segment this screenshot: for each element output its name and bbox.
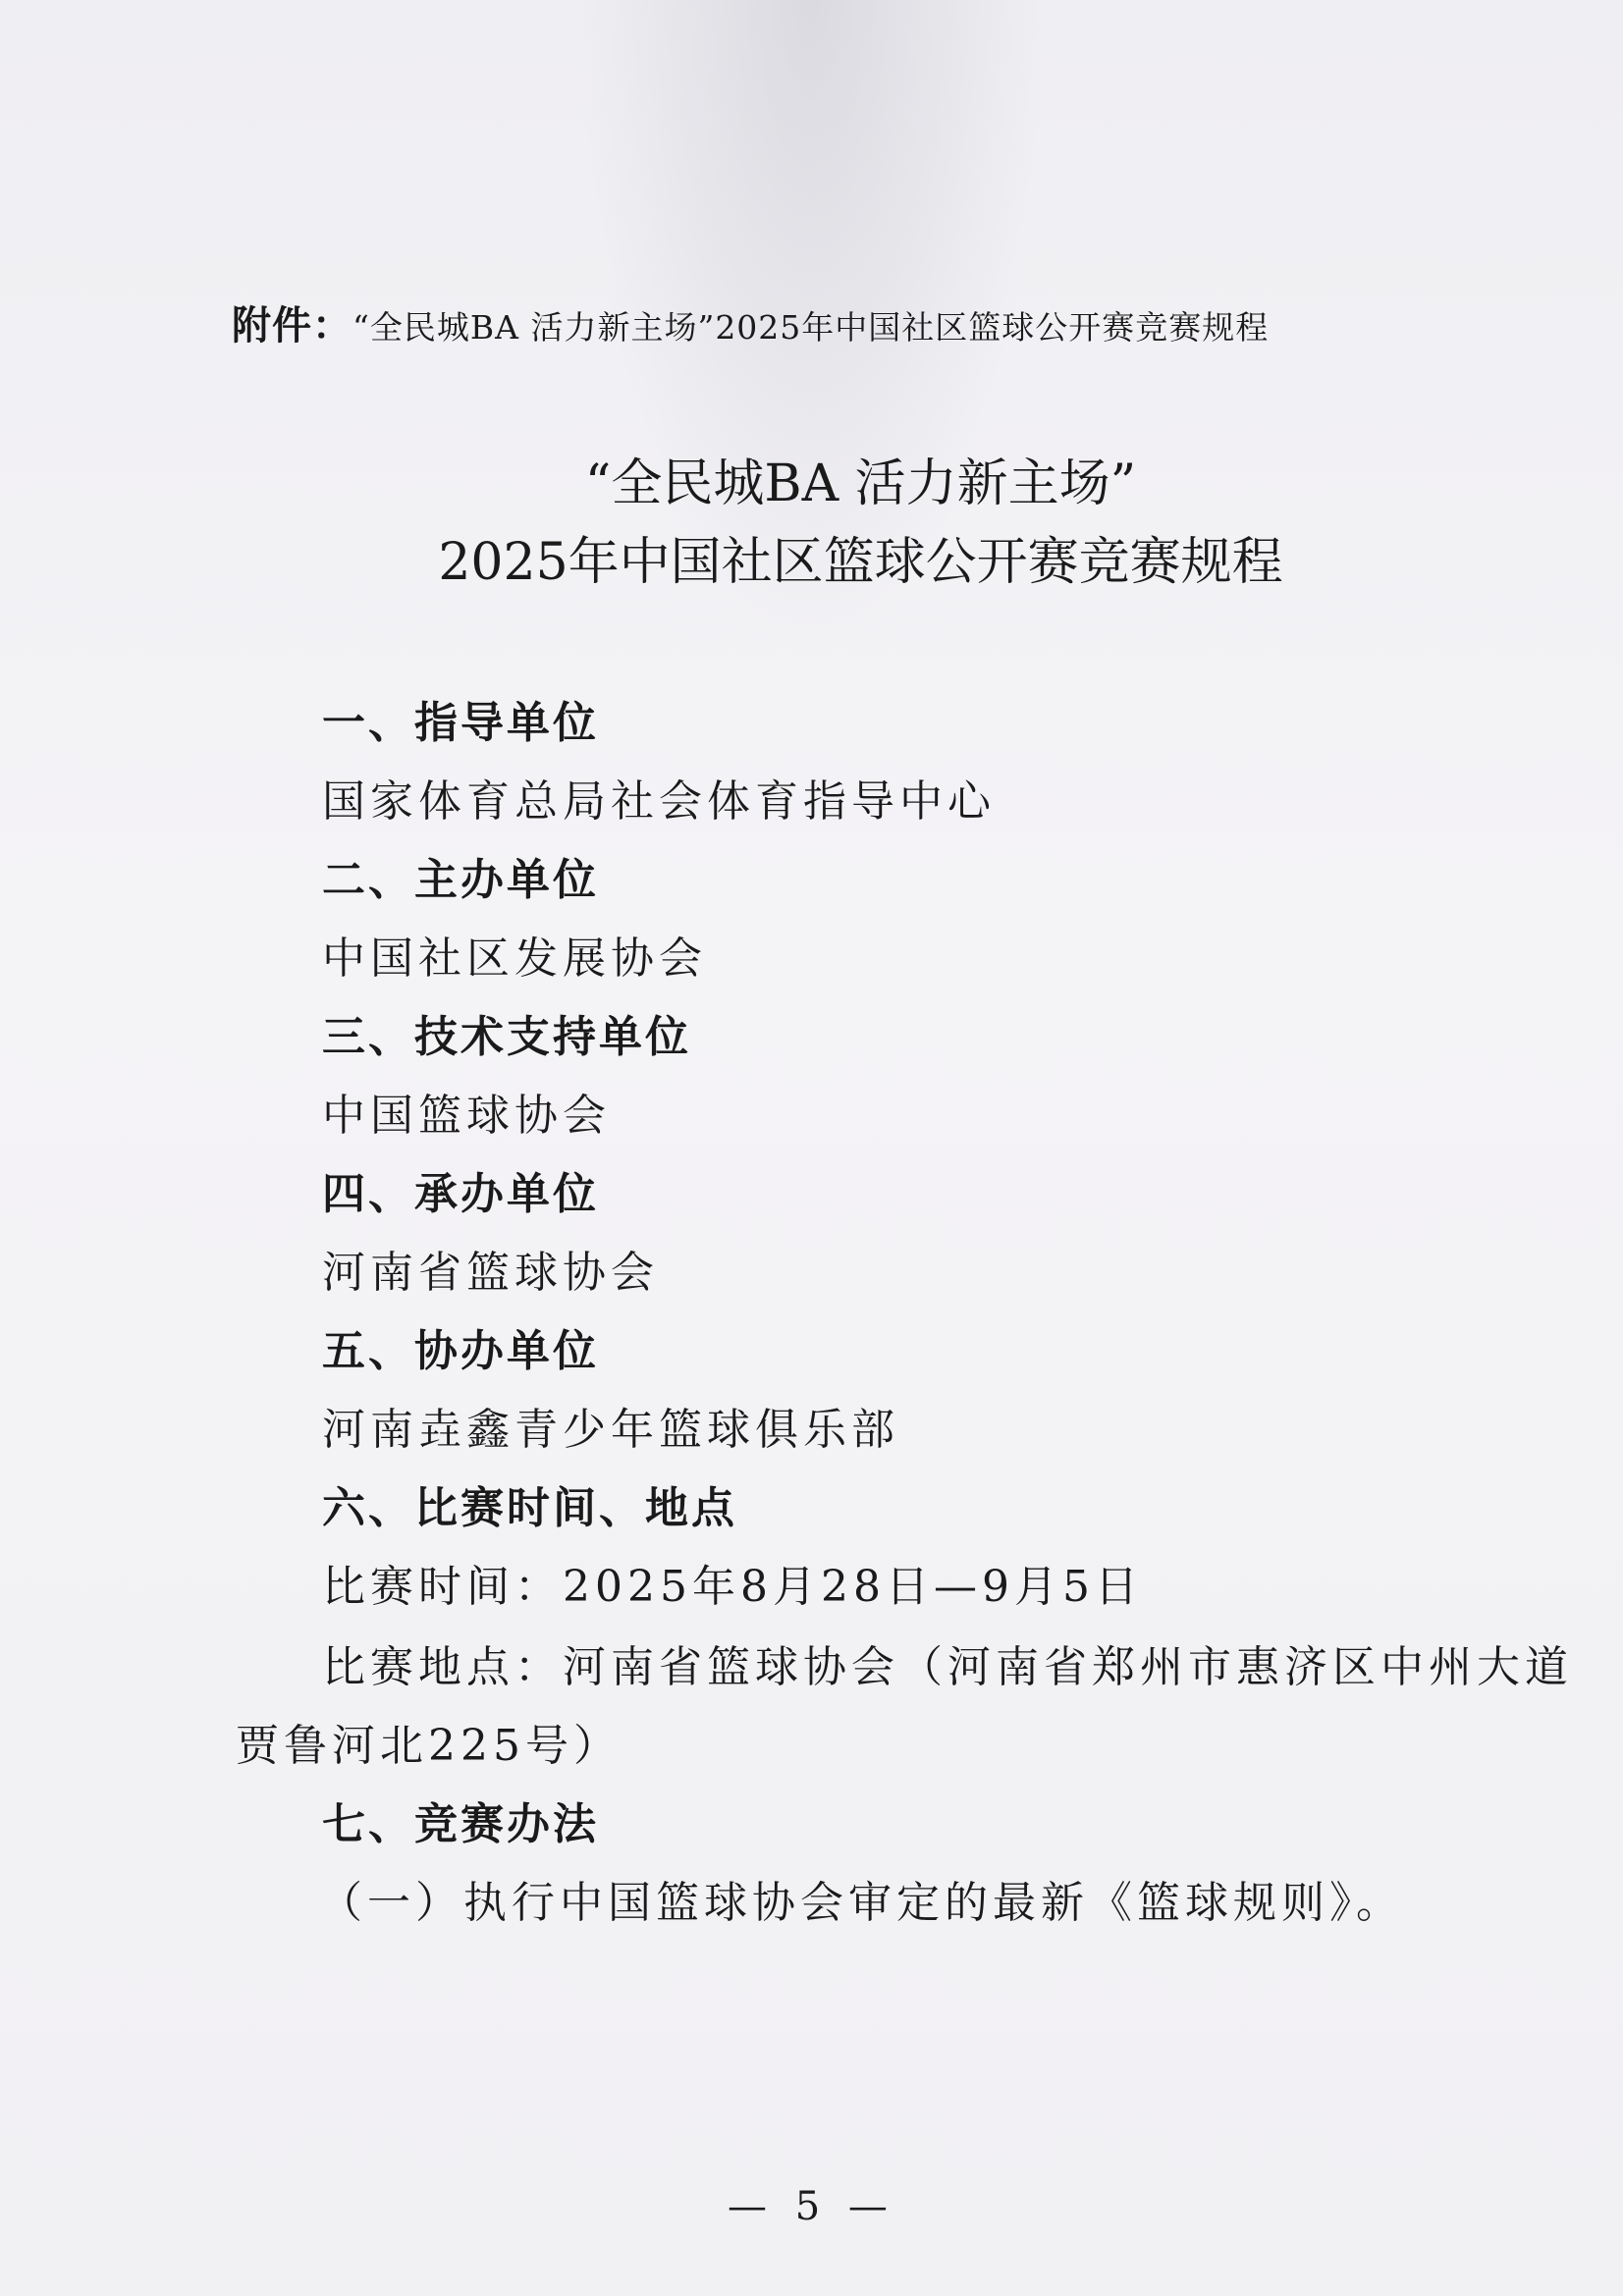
attachment-label: 附件： <box>232 302 352 348</box>
section-body-co-organizer: 河南垚鑫青少年篮球俱乐部 <box>322 1405 899 1455</box>
attachment-text: “全民城BA 活力新主场”2025年中国社区篮球公开赛竞赛规程 <box>352 308 1270 347</box>
section-body-tech-support: 中国篮球协会 <box>322 1091 611 1141</box>
document-title-line1: “全民城BA 活力新主场” <box>584 454 1137 513</box>
section-heading-time-place: 六、比赛时间、地点 <box>322 1483 737 1533</box>
section-heading-tech-support: 三、技术支持单位 <box>322 1012 691 1062</box>
section-body-time: 比赛时间：2025年8月28日—9月5日 <box>322 1562 1143 1612</box>
section-heading-guidance: 一、指导单位 <box>322 698 599 748</box>
section-body-competition-method: （一）执行中国篮球协会审定的最新《篮球规则》。 <box>319 1878 1404 1928</box>
section-heading-host: 二、主办单位 <box>322 855 599 905</box>
section-body-guidance: 国家体育总局社会体育指导中心 <box>322 776 996 827</box>
section-heading-competition-method: 七、竞赛办法 <box>322 1799 599 1849</box>
section-heading-co-organizer: 五、协办单位 <box>322 1326 599 1376</box>
document-title-line2: 2025年中国社区篮球公开赛竞赛规程 <box>438 533 1283 592</box>
page-number: — 5 — <box>728 2184 895 2229</box>
attachment-line <box>232 294 1269 350</box>
section-body-place-line2: 贾鲁河北225号） <box>236 1721 622 1771</box>
section-heading-organizer: 四、承办单位 <box>322 1169 599 1219</box>
section-body-place-line1: 比赛地点：河南省篮球协会（河南省郑州市惠济区中州大道 <box>322 1642 1573 1692</box>
section-body-host: 中国社区发展协会 <box>322 934 707 984</box>
section-body-organizer: 河南省篮球协会 <box>322 1248 659 1298</box>
